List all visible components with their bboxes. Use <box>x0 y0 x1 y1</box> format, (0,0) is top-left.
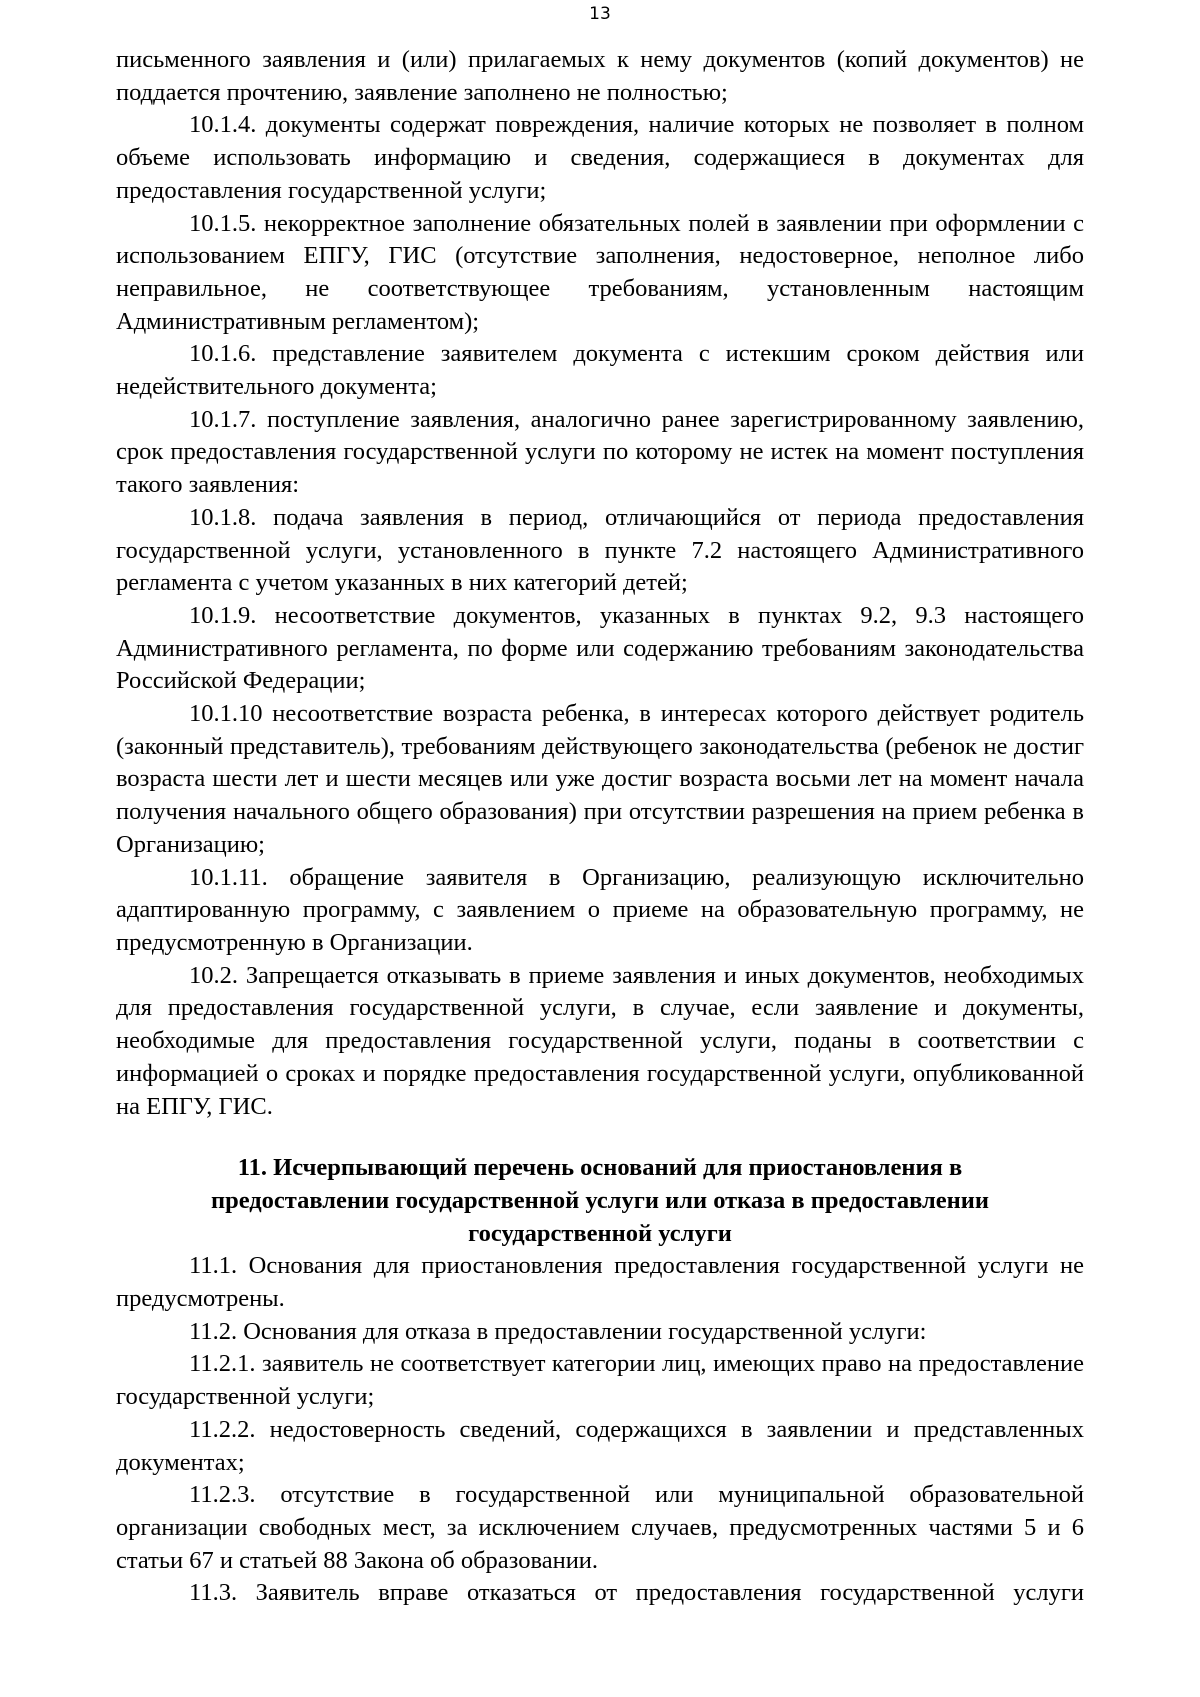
paragraph-11-2-3: 11.2.3. отсутствие в государственной или муниципальной образовательной организации свободных мест, за исключением случаев, предусмотренных частями 5 и 6 статьи 67 и статьей 88 Закона об образовании. <box>116 1481 1084 1574</box>
section-heading-line: предоставлении государственной услуги или отказа в предоставлении <box>210 1186 990 1214</box>
paragraph-11-3: 11.3. Заявитель вправе отказаться от предоставления государственной услуги <box>189 1579 1084 1607</box>
paragraph-11-1: 11.1. Основания для приостановления предоставления государственной услуги не предусмотрены. <box>116 1252 1084 1313</box>
page-number: 13 <box>589 4 611 24</box>
paragraph-10-1-11: 10.1.11. обращение заявителя в Организацию, реализующую исключительно адаптированную программу, с заявлением о приеме на образовательную программу, не предусмотренную в Организации. <box>116 863 1084 956</box>
paragraph-10-1-8: 10.1.8. подача заявления в период, отличающийся от периода предоставления государственной услуги, установленного в пункте 7.2 настоящего Административного регламента с учетом указанных в них категорий детей; <box>116 503 1084 597</box>
paragraph-continuation: письменного заявления и (или) прилагаемых к нему документов (копий документов) не поддается прочтению, заявление заполнено не полностью; <box>116 46 1084 106</box>
section-heading-11 <box>116 1152 1084 1250</box>
paragraph-11-2: 11.2. Основания для отказа в предоставлении государственной услуги: <box>189 1317 927 1345</box>
paragraph-10-2: 10.2. Запрещается отказывать в приеме заявления и иных документов, необходимых для предоставления государственной услуги, в случае, если заявление и документы, необходимые для предоставления государственной услуги, поданы в соответствии с информацией о сроках и порядке предоставления государственной услуги, опубликованной на ЕПГУ, ГИС. <box>116 961 1084 1120</box>
paragraph-10-1-9: 10.1.9. несоответствие документов, указанных в пунктах 9.2, 9.3 настоящего Административного регламента, по форме или содержанию требованиям законодательства Российской Федерации; <box>116 601 1084 695</box>
section-heading-line: государственной услуги <box>468 1219 732 1247</box>
document-body <box>116 44 1084 1610</box>
paragraph-10-1-7: 10.1.7. поступление заявления, аналогично ранее зарегистрированному заявлению, срок предоставления государственной услуги по которому не истек на момент поступления такого заявления: <box>116 405 1084 499</box>
paragraph-10-1-6: 10.1.6. представление заявителем документа с истекшим сроком действия или недействительного документа; <box>116 340 1084 401</box>
paragraph-10-1-5: 10.1.5. некорректное заполнение обязательных полей в заявлении при оформлении с использованием ЕПГУ, ГИС (отсутствие заполнения, недостоверное, неполное либо неправильное, не соответствующее требованиям, установленным настоящим Административным регламентом); <box>116 209 1084 335</box>
paragraph-10-1-4: 10.1.4. документы содержат повреждения, наличие которых не позволяет в полном объеме использовать информацию и сведения, содержащиеся в документах для предоставления государственной услуги; <box>116 111 1084 204</box>
paragraph-11-2-1: 11.2.1. заявитель не соответствует категории лиц, имеющих право на предоставление государственной услуги; <box>116 1350 1084 1411</box>
paragraph-10-1-10: 10.1.10 несоответствие возраста ребенка, в интересах которого действует родитель (законный представитель), требованиям действующего законодательства (ребенок не достиг возраста шести лет и шести месяцев или уже достиг возраста восьми лет на момент начала получения начального общего образования) при отсутствии разрешения на прием ребенка в Организацию; <box>116 700 1084 858</box>
section-heading-line: 11. Исчерпывающий перечень оснований для приостановления в <box>237 1154 963 1182</box>
paragraph-11-2-2: 11.2.2. недостоверность сведений, содержащихся в заявлении и представленных документах; <box>116 1415 1084 1476</box>
